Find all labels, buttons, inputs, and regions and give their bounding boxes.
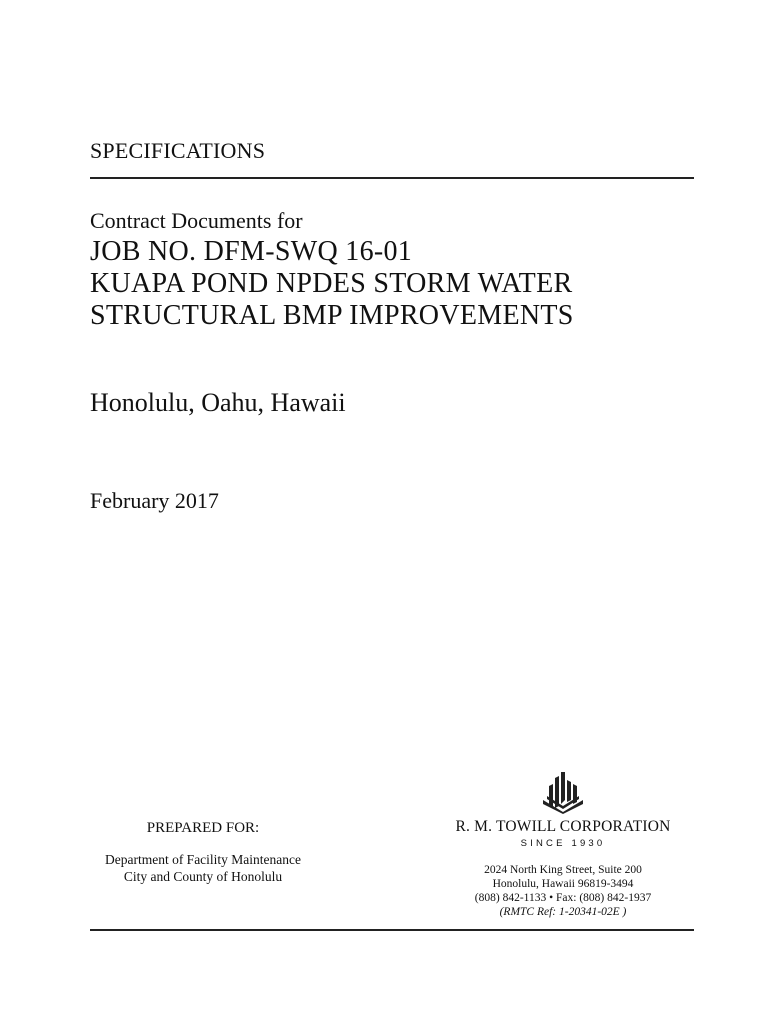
project-title-line-1: KUAPA POND NPDES STORM WATER [90, 268, 573, 299]
project-location: Honolulu, Oahu, Hawaii [90, 388, 346, 417]
client-city: City and County of Honolulu [123, 869, 283, 884]
client-department: Department of Facility Maintenance [104, 852, 302, 867]
contract-line: Contract Documents for [90, 208, 303, 233]
document-heading: SPECIFICATIONS [90, 138, 266, 163]
firm-address-2: Honolulu, Hawaii 96819-3494 [492, 878, 634, 890]
firm-address-1: 2024 North King Street, Suite 200 [484, 864, 642, 876]
firm-block [448, 770, 678, 919]
bottom-divider [90, 929, 694, 931]
job-number: JOB NO. DFM-SWQ 16-01 [90, 236, 413, 267]
top-divider [90, 177, 694, 179]
firm-since: SINCE 1930 [520, 838, 606, 849]
rmtc-logo-icon [539, 770, 587, 814]
project-title-line-2: STRUCTURAL BMP IMPROVEMENTS [90, 300, 574, 331]
document-date: February 2017 [90, 488, 219, 513]
firm-phone: (808) 842-1133 • Fax: (808) 842-1937 [474, 892, 652, 904]
prepared-for-block [88, 820, 318, 885]
firm-reference: (RMTC Ref: 1-20341-02E ) [499, 906, 627, 918]
firm-name: R. M. TOWILL CORPORATION [455, 818, 671, 835]
prepared-for-label: PREPARED FOR: [146, 820, 260, 836]
